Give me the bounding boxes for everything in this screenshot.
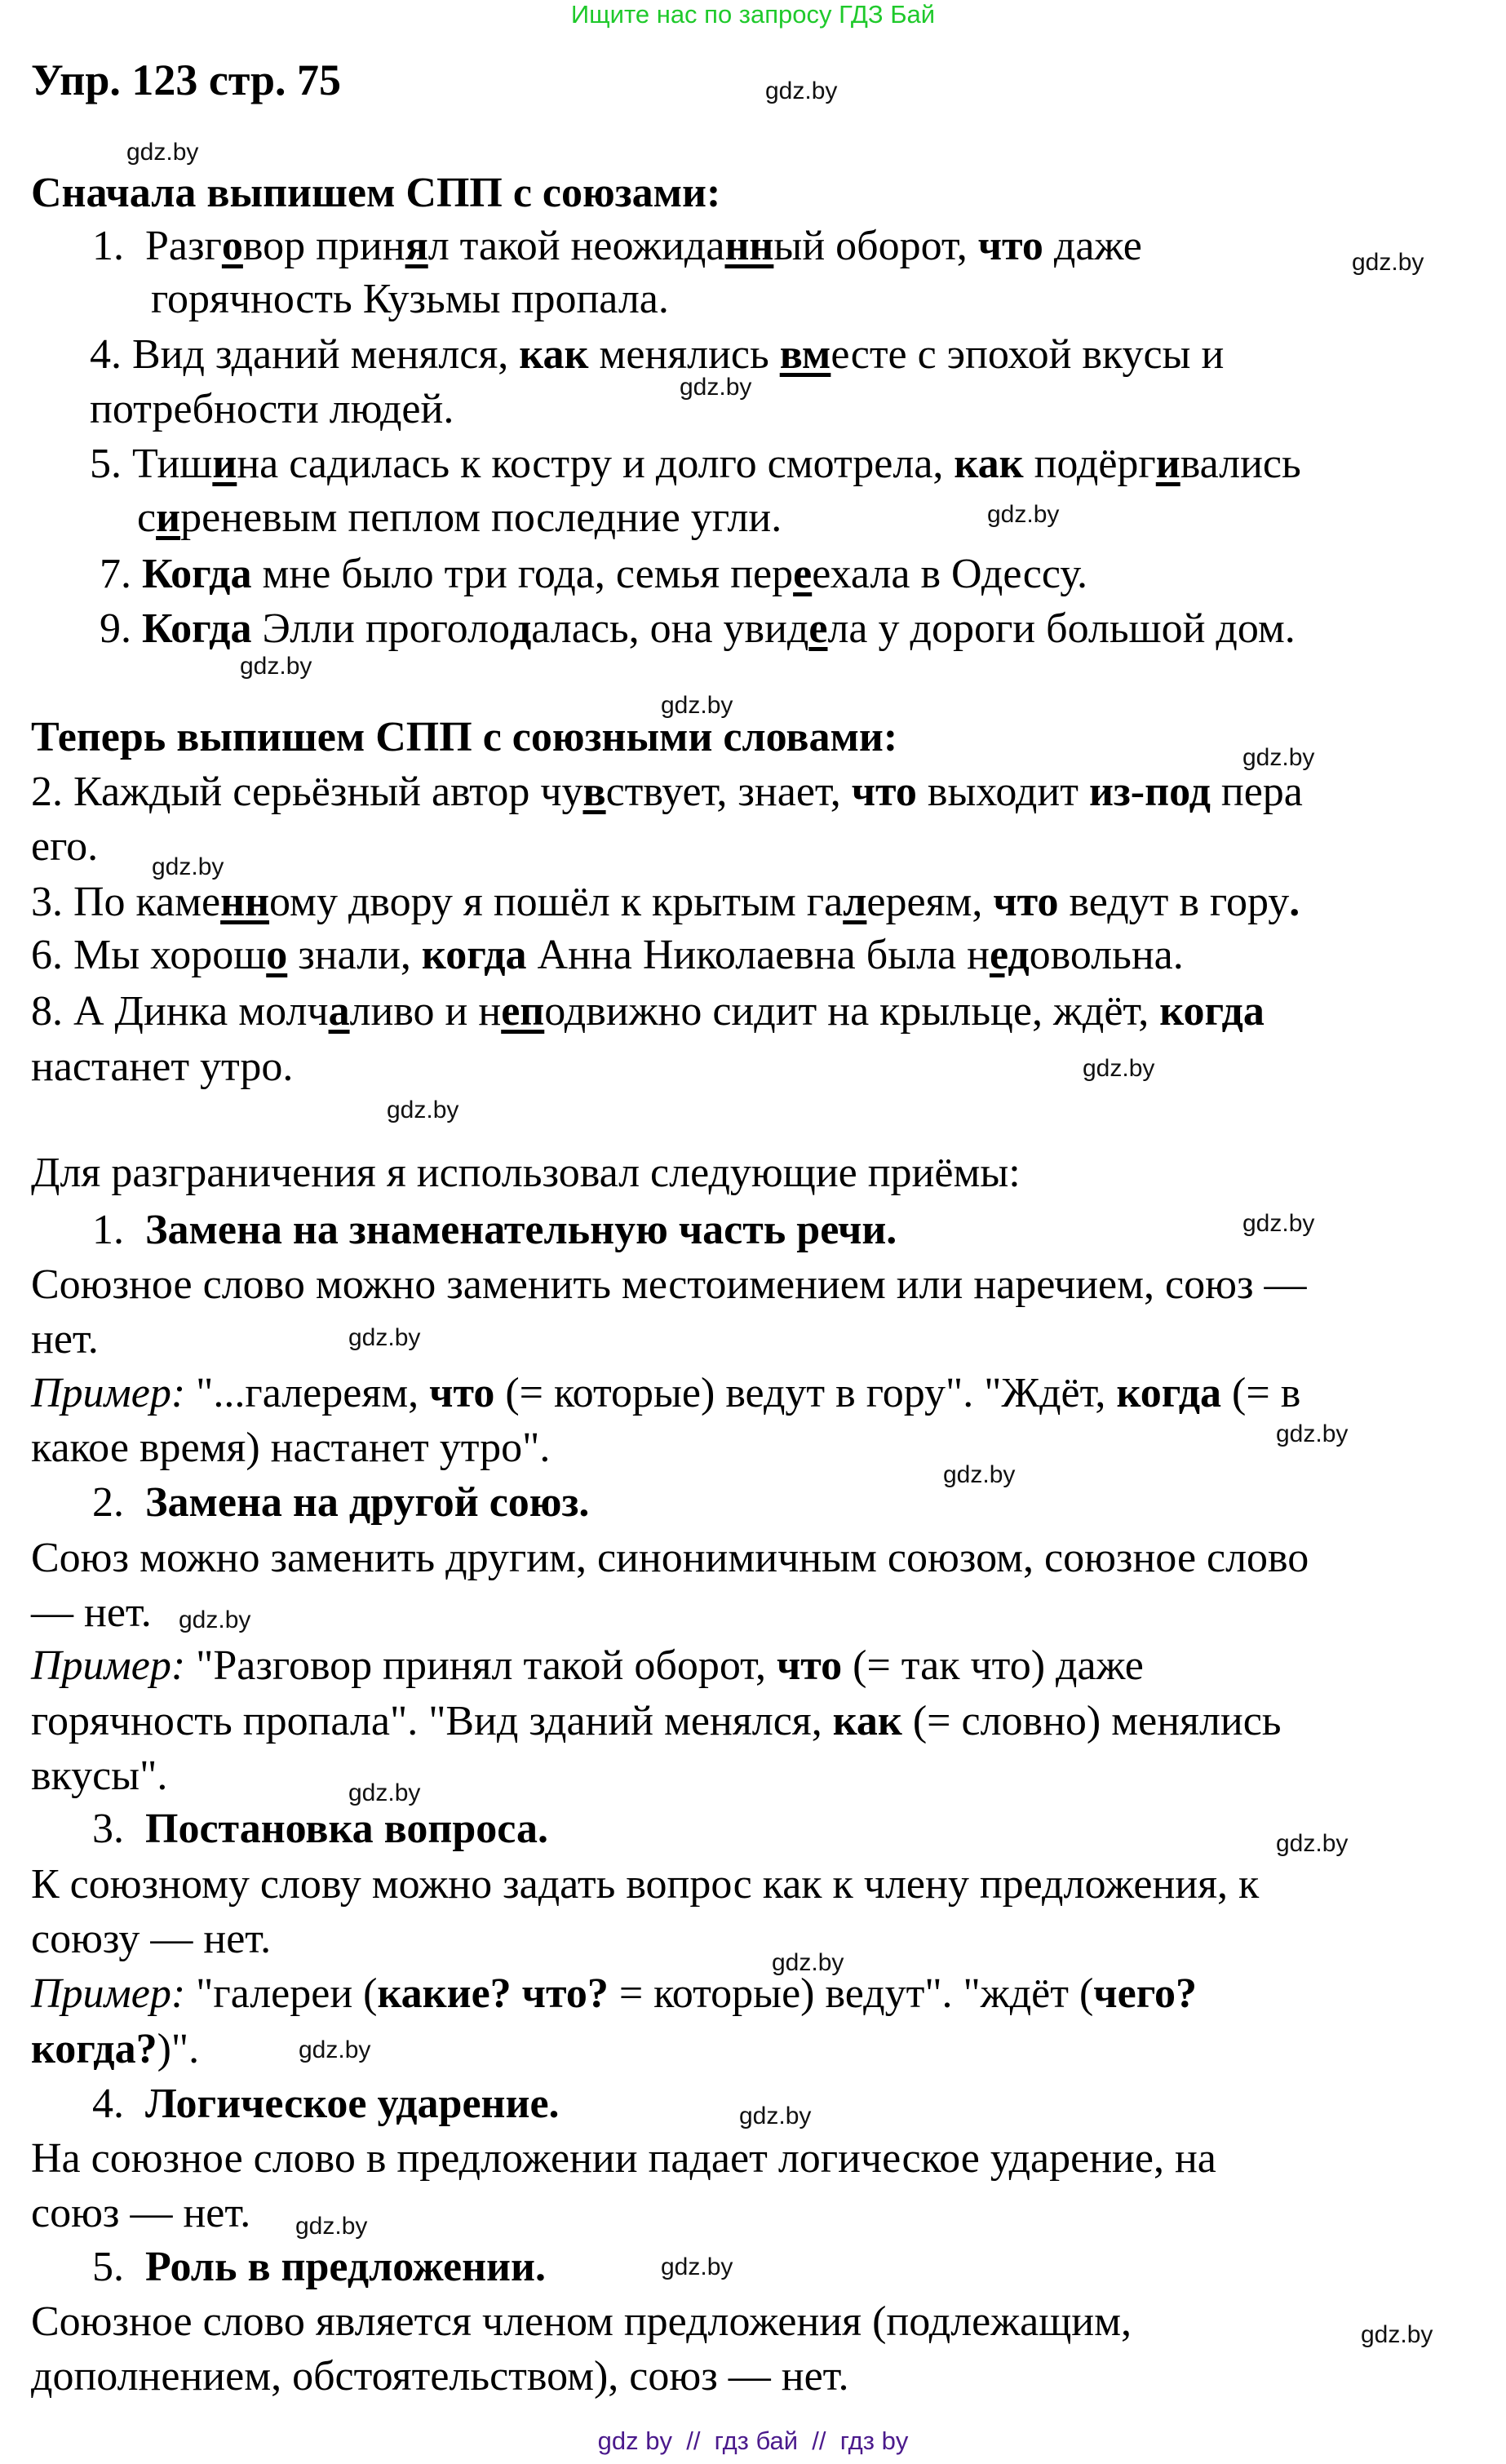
watermark: gdz.by [299, 2036, 371, 2063]
watermark: gdz.by [126, 139, 199, 166]
method-2-example-cont2: вкусы". [31, 1753, 168, 1799]
section-heading-conjunctions: Сначала выпишем СПП с союзами: [31, 170, 721, 216]
conjunction: Когда [142, 551, 252, 597]
conjunctive-word: что [851, 769, 917, 815]
sentence-3: 3. По каменному двору я пошёл к крытым галереям, что ведут в гору. [31, 879, 1300, 925]
stressed-letter: я [405, 223, 428, 269]
method-5-title: 5. Роль в предложении. [92, 2244, 546, 2290]
section-heading-conjunctive-words: Теперь выпишем СПП с союзными словами: [31, 714, 898, 760]
sentence-8-cont: настанет утро. [31, 1044, 294, 1090]
watermark: gdz.by [987, 501, 1060, 528]
sentence-5-cont: сиреневым пеплом последние угли. [137, 494, 782, 541]
method-1-title: 1. Замена на знаменательную часть речи. [92, 1207, 897, 1253]
method-2-example-cont: горячность пропала". "Вид зданий менялся, как (= словно) менялись [31, 1698, 1282, 1744]
example-label: Пример: [31, 1970, 186, 2017]
footer-links: gdz by // гдз бай // гдз by [597, 2426, 909, 2455]
stressed-letter: е [793, 551, 813, 597]
sentence-2: 2. Каждый серьёзный автор чувствует, знает, что выходит из-под пера [31, 769, 1303, 815]
sentence-1: 1. Разговор принял такой неожиданный оборот, что даже [92, 223, 1142, 269]
method-4-desc: На союзное слово в предложении падает логическое ударение, на [31, 2135, 1216, 2182]
conjunction: как [519, 331, 589, 378]
method-4-title: 4. Логическое ударение. [92, 2081, 560, 2127]
stressed-letter: а [328, 988, 350, 1035]
method-1-desc-cont: нет. [31, 1316, 99, 1363]
method-3-example-cont: когда?)". [31, 2026, 200, 2072]
stressed-letter: и [1155, 441, 1180, 487]
watermark: gdz.by [1083, 1055, 1155, 1082]
preposition: из-под [1088, 769, 1211, 815]
stressed-letter: о [221, 223, 243, 269]
method-2-example: Пример: "Разговор принял такой оборот, что (= так что) даже [31, 1642, 1144, 1689]
watermark: gdz.by [1352, 249, 1424, 276]
sentence-7: 7. Когда мне было три года, семья переехала в Одессу. [100, 551, 1088, 597]
stressed-letter: нн [220, 879, 270, 925]
watermark: gdz.by [387, 1097, 459, 1123]
sentence-1-cont: горячность Кузьмы пропала. [151, 276, 669, 322]
stressed-letter: еп [501, 988, 545, 1035]
example-label: Пример: [31, 1642, 186, 1689]
watermark: gdz.by [772, 1949, 844, 1976]
stressed-letter: нн [724, 223, 774, 269]
watermark: gdz.by [295, 2213, 368, 2240]
search-banner: Ищите нас по запросу ГДЗ Бай [570, 0, 936, 29]
method-3-title: 3. Постановка вопроса. [92, 1806, 548, 1852]
method-2-title: 2. Замена на другой союз. [92, 1479, 590, 1526]
watermark: gdz.by [240, 653, 312, 680]
stressed-letter: и [156, 494, 181, 541]
watermark: gdz.by [179, 1606, 251, 1633]
method-1-example-cont: какое время) настанет утро". [31, 1425, 551, 1471]
watermark: gdz.by [1361, 2321, 1433, 2348]
method-5-desc-cont: дополнением, обстоятельством), союз — нет. [31, 2353, 849, 2400]
watermark: gdz.by [661, 692, 733, 719]
watermark: gdz.by [765, 78, 838, 104]
watermark: gdz.by [1276, 1830, 1349, 1857]
conjunction: что [977, 223, 1043, 269]
stressed-letter: и [212, 441, 237, 487]
stressed-letter: л [843, 879, 867, 925]
sentence-9: 9. Когда Элли проголодалась, она увидела у дороги большой дом. [100, 605, 1296, 652]
method-1-example: Пример: "...галереям, что (= которые) ведут в гору". "Ждёт, когда (= в [31, 1370, 1301, 1416]
method-3-desc-cont: союзу — нет. [31, 1916, 272, 1962]
page-title: Упр. 123 стр. 75 [31, 55, 342, 104]
conjunction: как [954, 441, 1024, 487]
sentence-6: 6. Мы хорошо знали, когда Анна Николаевна была недовольна. [31, 932, 1184, 978]
method-3-desc: К союзному слову можно задать вопрос как к члену предложения, к [31, 1861, 1260, 1908]
method-5-desc: Союзное слово является членом предложения (подлежащим, [31, 2298, 1132, 2345]
example-label: Пример: [31, 1370, 186, 1416]
method-1-desc: Союзное слово можно заменить местоимением или наречием, союз — [31, 1261, 1307, 1308]
method-2-desc-cont: — нет. [31, 1589, 152, 1636]
sentence-8: 8. А Динка молчаливо и неподвижно сидит на крыльце, ждёт, когда [31, 988, 1265, 1035]
conjunctive-word: когда [421, 932, 527, 978]
watermark: gdz.by [152, 853, 224, 880]
stressed-letter: в [582, 769, 606, 815]
watermark: gdz.by [348, 1779, 421, 1806]
conjunction: Когда [142, 605, 252, 652]
sentence-5: 5. Тишина садилась к костру и долго смотрела, как подёргивались [90, 441, 1301, 487]
method-2-desc: Союз можно заменить другим, синонимичным союзом, союзное слово [31, 1535, 1309, 1581]
sentence-2-cont: его. [31, 823, 99, 870]
sentence-4: 4. Вид зданий менялся, как менялись вместе с эпохой вкусы и [90, 331, 1225, 378]
watermark: gdz.by [739, 2103, 812, 2129]
conjunctive-word: когда [1159, 988, 1265, 1035]
watermark: gdz.by [348, 1324, 421, 1351]
watermark: gdz.by [1242, 1210, 1315, 1237]
watermark: gdz.by [943, 1461, 1016, 1488]
method-4-desc-cont: союз — нет. [31, 2190, 251, 2236]
stressed-letter: вм [779, 331, 831, 378]
stressed-letter: о [266, 932, 288, 978]
stressed-letter: е [808, 605, 828, 652]
stressed-letter: ед [989, 932, 1030, 978]
watermark: gdz.by [661, 2253, 733, 2280]
watermark: gdz.by [1276, 1420, 1349, 1447]
conjunctive-word: что [993, 879, 1059, 925]
watermark: gdz.by [680, 374, 752, 401]
sentence-4-cont: потребности людей. [90, 386, 454, 432]
methods-intro: Для разграничения я использовал следующие приёмы: [31, 1150, 1021, 1196]
watermark: gdz.by [1242, 744, 1315, 771]
stressed-letter: д [509, 605, 532, 652]
method-3-example: Пример: "галереи (какие? что? = которые) ведут". "ждёт (чего? [31, 1970, 1198, 2017]
